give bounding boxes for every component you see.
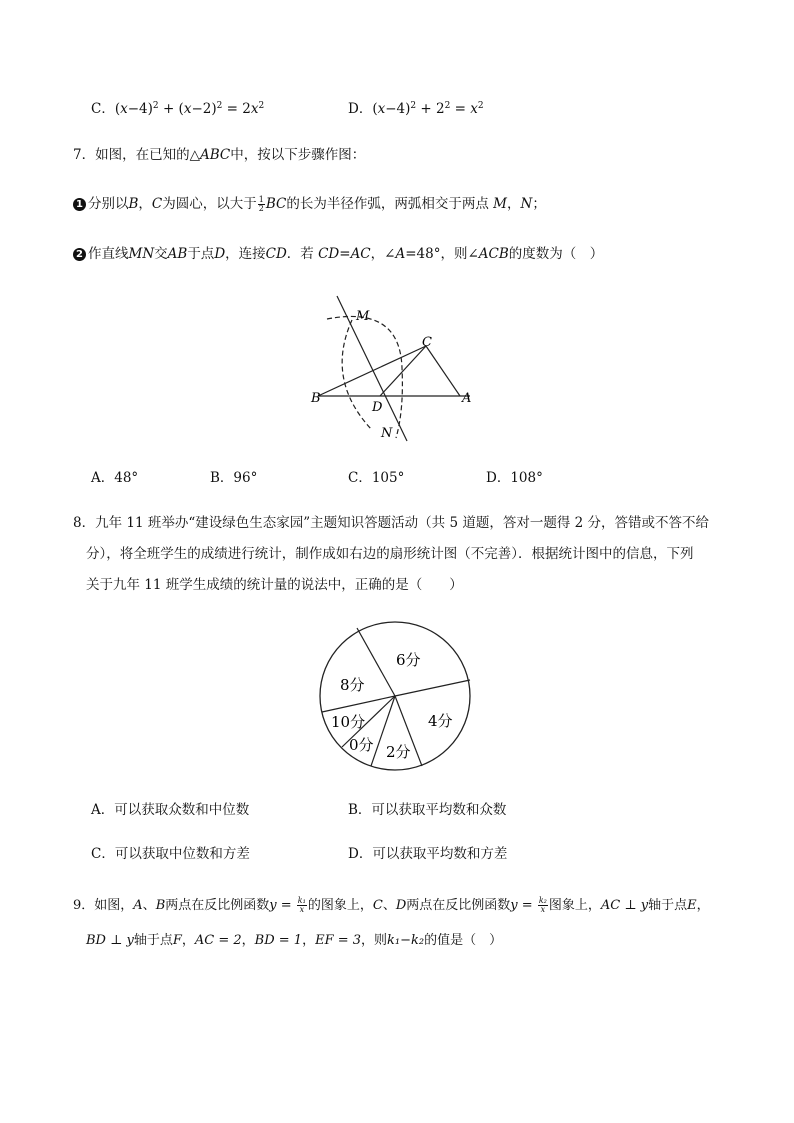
text: 于点	[187, 246, 215, 262]
pie-label-6: 6分	[396, 651, 421, 669]
q7-option-b	[210, 469, 257, 487]
text: 如图，在已知的△	[95, 147, 200, 163]
text: 作直线	[88, 246, 129, 262]
fraction-half	[258, 196, 265, 213]
numerator: 1	[258, 195, 264, 204]
text: 两点在反比例函数	[406, 898, 511, 913]
var: AC ⊥ y	[600, 898, 649, 913]
label-n: N	[381, 426, 393, 441]
denominator: x	[299, 905, 305, 914]
q8-stem-line3: 关于九年 11 班学生成绩的统计量的说法中，正确的是（ ）	[86, 577, 463, 593]
q9-stem-line1	[73, 897, 710, 915]
var: AB	[167, 246, 188, 262]
q7-option-a	[91, 469, 138, 487]
option-label: C．	[348, 470, 372, 486]
option-text: 105°	[371, 470, 405, 486]
text: ，	[507, 196, 521, 212]
pie-label-4: 4分	[428, 712, 453, 730]
text: ．若	[286, 246, 314, 262]
var: AC	[350, 246, 371, 262]
text: ，∠	[370, 246, 396, 262]
var: N	[520, 196, 533, 212]
q8-stem-line2: 分），将全班学生的成绩进行统计，制作成如右边的扇形统计图（不完善）．根据统计图中的信息，下列	[86, 546, 694, 562]
pie-label-0: 0分	[349, 736, 374, 754]
option-text: 可以获取平均数和方差	[372, 846, 508, 862]
text: 轴于点	[648, 898, 688, 913]
denominator: x	[540, 905, 546, 914]
line-mn	[337, 296, 407, 441]
segment-cd	[380, 346, 426, 396]
text: ；	[532, 196, 546, 212]
option-text: 可以获取众数和中位数	[114, 802, 250, 818]
segment-bc	[318, 346, 426, 396]
text: ，	[241, 933, 255, 948]
var: A	[395, 246, 406, 262]
text: ，连接	[225, 246, 266, 262]
text: 图象上，	[548, 898, 601, 913]
var: C	[372, 898, 383, 913]
numerator: k₂	[538, 896, 547, 905]
q7-option-d	[486, 469, 543, 487]
var: B	[155, 898, 166, 913]
q8-option-d	[348, 845, 507, 863]
text: 、	[382, 898, 396, 913]
q8-stem-line1: 8．九年 11 班举办“建设绿色生态家园”主题知识答题活动（共 5 道题，答对一题得 2 分，答错或不答不给	[73, 515, 709, 531]
q7-geometry-figure	[300, 290, 490, 450]
var: C	[151, 196, 163, 212]
text: ，	[181, 933, 195, 948]
text: 分别以	[88, 196, 129, 212]
text: =48°，则∠	[405, 246, 479, 262]
var: B	[128, 196, 139, 212]
q8-pie-chart	[310, 616, 480, 776]
triangle-name: ABC	[199, 147, 231, 163]
text: 、	[142, 898, 156, 913]
option-label: D．	[348, 101, 373, 117]
text: 交	[154, 246, 168, 262]
text: 9．如图，	[73, 898, 134, 913]
var: M	[493, 196, 507, 212]
label-b: B	[311, 391, 321, 406]
text: 的图象上，	[307, 898, 373, 913]
var: A	[133, 898, 143, 913]
fraction-k1-x	[297, 897, 307, 914]
label-d: D	[372, 400, 383, 415]
q8-option-b	[348, 801, 506, 819]
var: CD	[265, 246, 287, 262]
fraction-k2-x	[538, 897, 548, 914]
equation-d: $(x-4)^2 + 2^2 = x^2$	[372, 101, 484, 117]
var: D	[214, 246, 226, 262]
var: ACB	[478, 246, 509, 262]
pie-label-2: 2分	[386, 743, 411, 761]
option-label: A．	[91, 802, 115, 818]
var: E	[687, 898, 697, 913]
text: 中，按以下步骤作图：	[230, 147, 366, 163]
q6-option-c	[91, 100, 264, 118]
option-text: 48°	[114, 470, 139, 486]
q7-option-c	[348, 469, 404, 487]
text: =	[276, 898, 296, 913]
var: AC = 2	[194, 933, 242, 948]
option-label: A．	[91, 470, 115, 486]
q8-option-c	[91, 845, 250, 863]
text: 为圆心，以大于	[162, 196, 257, 212]
text: 两点在反比例函数	[165, 898, 270, 913]
text: 的值是（ ）	[424, 933, 503, 948]
text: =	[517, 898, 537, 913]
var: k₁−k₂	[387, 933, 425, 948]
numerator: k₁	[297, 896, 306, 905]
text: ，	[302, 933, 316, 948]
option-label: B．	[348, 802, 372, 818]
text: ，	[138, 196, 152, 212]
q-number: 7．	[73, 147, 96, 163]
option-label: D．	[486, 470, 511, 486]
step-badge: 2	[73, 248, 86, 261]
option-label: D．	[348, 846, 373, 862]
var: EF = 3	[315, 933, 362, 948]
text: ，则	[361, 933, 388, 948]
var: BD ⊥ y	[86, 933, 134, 948]
text: 轴于点	[133, 933, 173, 948]
option-text: 96°	[233, 470, 258, 486]
option-label: C．	[91, 846, 115, 862]
q6-option-d	[348, 100, 484, 118]
equation-c: $(x-4)^2 + (x-2)^2 = 2x^2$	[114, 101, 265, 117]
option-text: 可以获取中位数和方差	[114, 846, 250, 862]
var: BC	[265, 196, 287, 212]
var: D	[395, 898, 407, 913]
pie-label-10: 10分	[331, 713, 366, 731]
label-a: A	[462, 391, 472, 406]
option-text: 108°	[510, 470, 543, 486]
denominator: 2	[258, 204, 264, 213]
segment-ca	[426, 346, 460, 396]
var: CD	[318, 246, 340, 262]
var: F	[172, 933, 182, 948]
var: MN	[128, 246, 155, 262]
option-label: C．	[91, 101, 115, 117]
q9-stem-line2	[86, 932, 502, 950]
option-label: B．	[210, 470, 234, 486]
var: y	[269, 898, 277, 913]
q7-step2	[73, 245, 603, 263]
label-m: M	[356, 309, 370, 324]
text: ，	[696, 898, 710, 913]
step-badge: 1	[73, 198, 86, 211]
pie-label-8: 8分	[340, 676, 365, 694]
label-c: C	[422, 335, 432, 350]
q7-stem	[73, 146, 365, 164]
arc-from-b	[327, 316, 402, 438]
q8-option-a	[91, 801, 249, 819]
q7-step1	[73, 195, 546, 213]
option-text: 可以获取平均数和众数	[371, 802, 507, 818]
var: y	[510, 898, 518, 913]
text: =	[339, 246, 351, 262]
text: 的度数为（ ）	[508, 246, 604, 262]
text: 的长为半径作弧，两弧相交于两点	[286, 196, 489, 212]
var: BD = 1	[254, 933, 303, 948]
